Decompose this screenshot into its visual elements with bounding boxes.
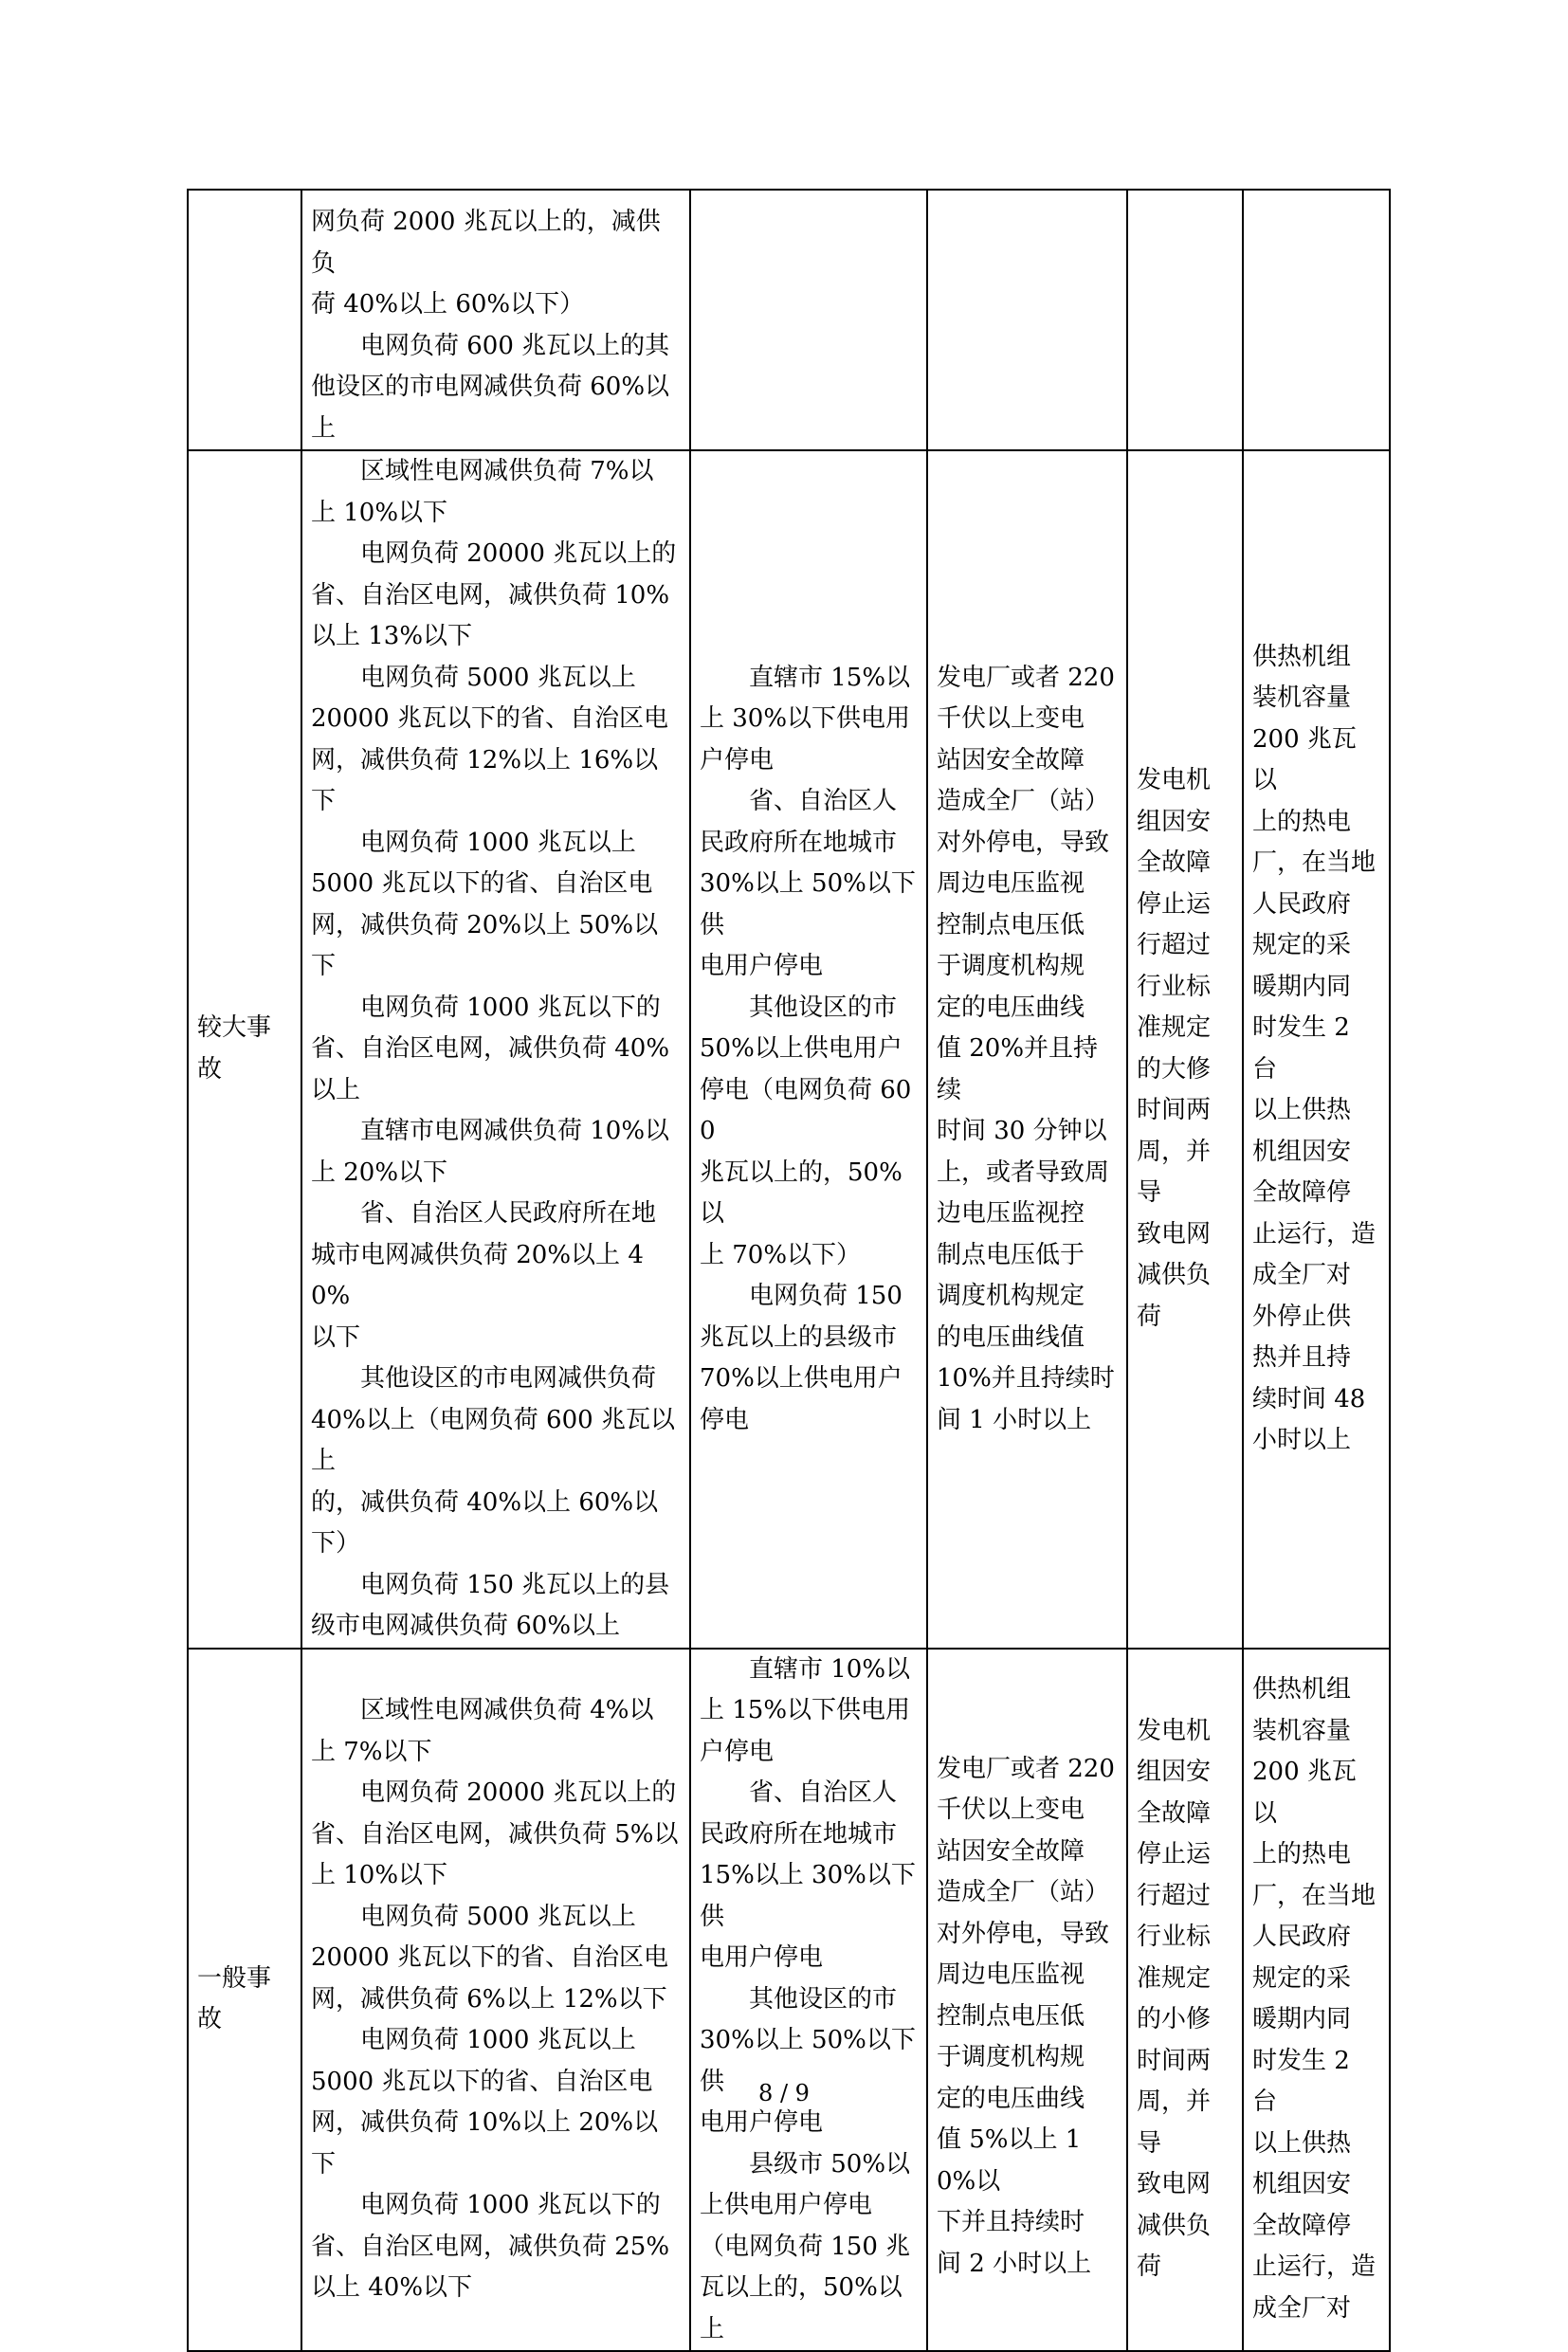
grid-load-cell: [301, 1649, 690, 2352]
paragraph: 省、自治区人民政府所在地 城市电网减供负荷 20%以上 40% 以下: [311, 1199, 657, 1352]
paragraph: 电网负荷 20000 兆瓦以上的 省、自治区电网，减供负荷 10% 以上 13%以下: [311, 539, 677, 650]
paragraph: 电网负荷 600 兆瓦以上的其 他设区的市电网减供负荷 60%以 上: [311, 331, 670, 443]
paragraph: 省、自治区人 民政府所在地城市 15%以上 30%以下供 电用户停电: [700, 1778, 916, 1972]
paragraph: 电网负荷 1000 兆瓦以上 5000 兆瓦以下的省、自治区电 网，减供负荷 10%以上 20%以下: [311, 2026, 659, 2179]
voltage-criteria-text: 发电厂或者 220 千伏以上变电 站因安全故障 造成全厂（站） 对外停电，导致 周边电压监视 控制点电压低 于调度机构规 定的电压曲线 值 5%以上 10%以 下并且持续时 间 2 小时以上: [937, 1754, 1115, 2278]
voltage-cell: [927, 450, 1127, 1649]
user-outage-paragraphs: [700, 658, 918, 1442]
paragraph: 其他设区的市 30%以上 50%以下供 电用户停电: [700, 1984, 916, 2137]
table-row-continuation: [188, 190, 1390, 450]
level-cell: [188, 450, 301, 1649]
paragraph: 电网负荷 5000 兆瓦以上 20000 兆瓦以下的省、自治区电 网，减供负荷 12%以上 16%以下: [311, 663, 668, 815]
accident-level-label: 较大事 故: [197, 1013, 272, 1084]
voltage-criteria-text: 发电厂或者 220 千伏以上变电 站因安全故障 造成全厂（站） 对外停电，导致 周边电压监视 控制点电压低 于调度机构规 定的电压曲线 值 20%并且持续 时间 30 分钟以 上，或者导致周 边电压监视控 制点电压低于 调度机构规定 的电压曲线值 10%并且持续时 间 1 小时以上: [937, 663, 1115, 1434]
accident-level-label: 一般事 故: [197, 1963, 272, 2034]
table-row-major-accident: [188, 450, 1390, 1649]
table-row-general-accident: [188, 1649, 1390, 2352]
page-number: 8 / 9: [758, 2080, 810, 2106]
heating-cell: [1243, 1649, 1390, 2352]
level-cell-empty: [188, 190, 301, 450]
grid-load-cell: [301, 450, 690, 1649]
grid-load-paragraphs: [311, 451, 681, 1648]
paragraph: 区域性电网减供负荷 4%以 上 7%以下: [311, 1696, 654, 1766]
paragraph: 电网负荷 20000 兆瓦以上的 省、自治区电网，减供负荷 5%以 上 10%以下: [311, 1778, 679, 1889]
heating-criteria-text: 供热机组 装机容量 200 兆瓦以 上的热电 厂，在当地 人民政府 规定的采 暖期内同 时发生 2 台 以上供热 机组因安 全故障停 止运行，造 成全厂对: [1252, 1675, 1377, 2323]
heating-cell: [1243, 450, 1390, 1649]
paragraph: 区域性电网减供负荷 7%以 上 10%以下: [311, 457, 654, 527]
paragraph: 省、自治区人 民政府所在地城市 30%以上 50%以下供 电用户停电: [700, 787, 916, 980]
user-outage-cell: [690, 450, 927, 1649]
grid-load-paragraphs: [311, 1690, 681, 2309]
voltage-cell: [927, 1649, 1127, 2352]
paragraph: 电网负荷 150 兆瓦以上的县 级市电网减供负荷 60%以上: [311, 1570, 670, 1640]
paragraph: 电网负荷 1000 兆瓦以下的 省、自治区电网，减供负荷 25% 以上 40%以下: [311, 2191, 670, 2302]
user-outage-cell-empty: [690, 190, 927, 450]
generator-criteria-text: 发电机 组因安 全故障 停止运 行超过 行业标 准规定 的小修 时间两 周，并导 致电网 减供负 荷: [1137, 1716, 1212, 2282]
paragraph: 电网负荷 1000 兆瓦以上 5000 兆瓦以下的省、自治区电 网，减供负荷 20%以上 50%以下: [311, 828, 659, 980]
paragraph: 直辖市 15%以 上 30%以下供电用 户停电: [700, 663, 911, 775]
heating-criteria-text: 供热机组 装机容量 200 兆瓦以 上的热电 厂，在当地 人民政府 规定的采 暖期内同 时发生 2 台 以上供热 机组因安 全故障停 止运行，造 成全厂对 外停止供 热并且持 续时间 48 小时以上: [1252, 642, 1377, 1455]
grid-load-paragraphs: [311, 202, 681, 449]
user-outage-cell: [690, 1649, 927, 2352]
paragraph: 其他设区的市电网减供负荷 40%以上（电网负荷 600 兆瓦以上 的，减供负荷 40%以上 60%以下）: [311, 1364, 675, 1558]
generator-cell: [1127, 1649, 1243, 2352]
accident-classification-table: [187, 189, 1391, 2352]
generator-cell-empty: [1127, 190, 1243, 450]
paragraph: 县级市 50%以 上供电用户停电 （电网负荷 150 兆 瓦以上的，50%以上: [700, 2149, 911, 2343]
generator-criteria-text: 发电机 组因安 全故障 停止运 行超过 行业标 准规定 的大修 时间两 周，并导 致电网 减供负 荷: [1137, 766, 1212, 1331]
voltage-cell-empty: [927, 190, 1127, 450]
paragraph: 直辖市 10%以 上 15%以下供电用 户停电: [700, 1654, 911, 1766]
user-outage-paragraphs: [700, 1650, 918, 2351]
level-cell: [188, 1649, 301, 2352]
paragraph: 网负荷 2000 兆瓦以上的，减供负 荷 40%以上 60%以下）: [311, 208, 661, 319]
generator-cell: [1127, 450, 1243, 1649]
grid-load-cell: [301, 190, 690, 450]
paragraph: 电网负荷 1000 兆瓦以下的 省、自治区电网，减供负荷 40% 以上: [311, 993, 670, 1104]
paragraph: 电网负荷 150 兆瓦以上的县级市 70%以上供电用户 停电: [700, 1282, 903, 1434]
paragraph: 其他设区的市 50%以上供电用户 停电（电网负荷 600 兆瓦以上的，50%以 上 70%以下）: [700, 993, 912, 1269]
paragraph: 直辖市电网减供负荷 10%以 上 20%以下: [311, 1117, 670, 1187]
paragraph: 电网负荷 5000 兆瓦以上 20000 兆瓦以下的省、自治区电 网，减供负荷 6%以上 12%以下: [311, 1902, 668, 2014]
heating-cell-empty: [1243, 190, 1390, 450]
